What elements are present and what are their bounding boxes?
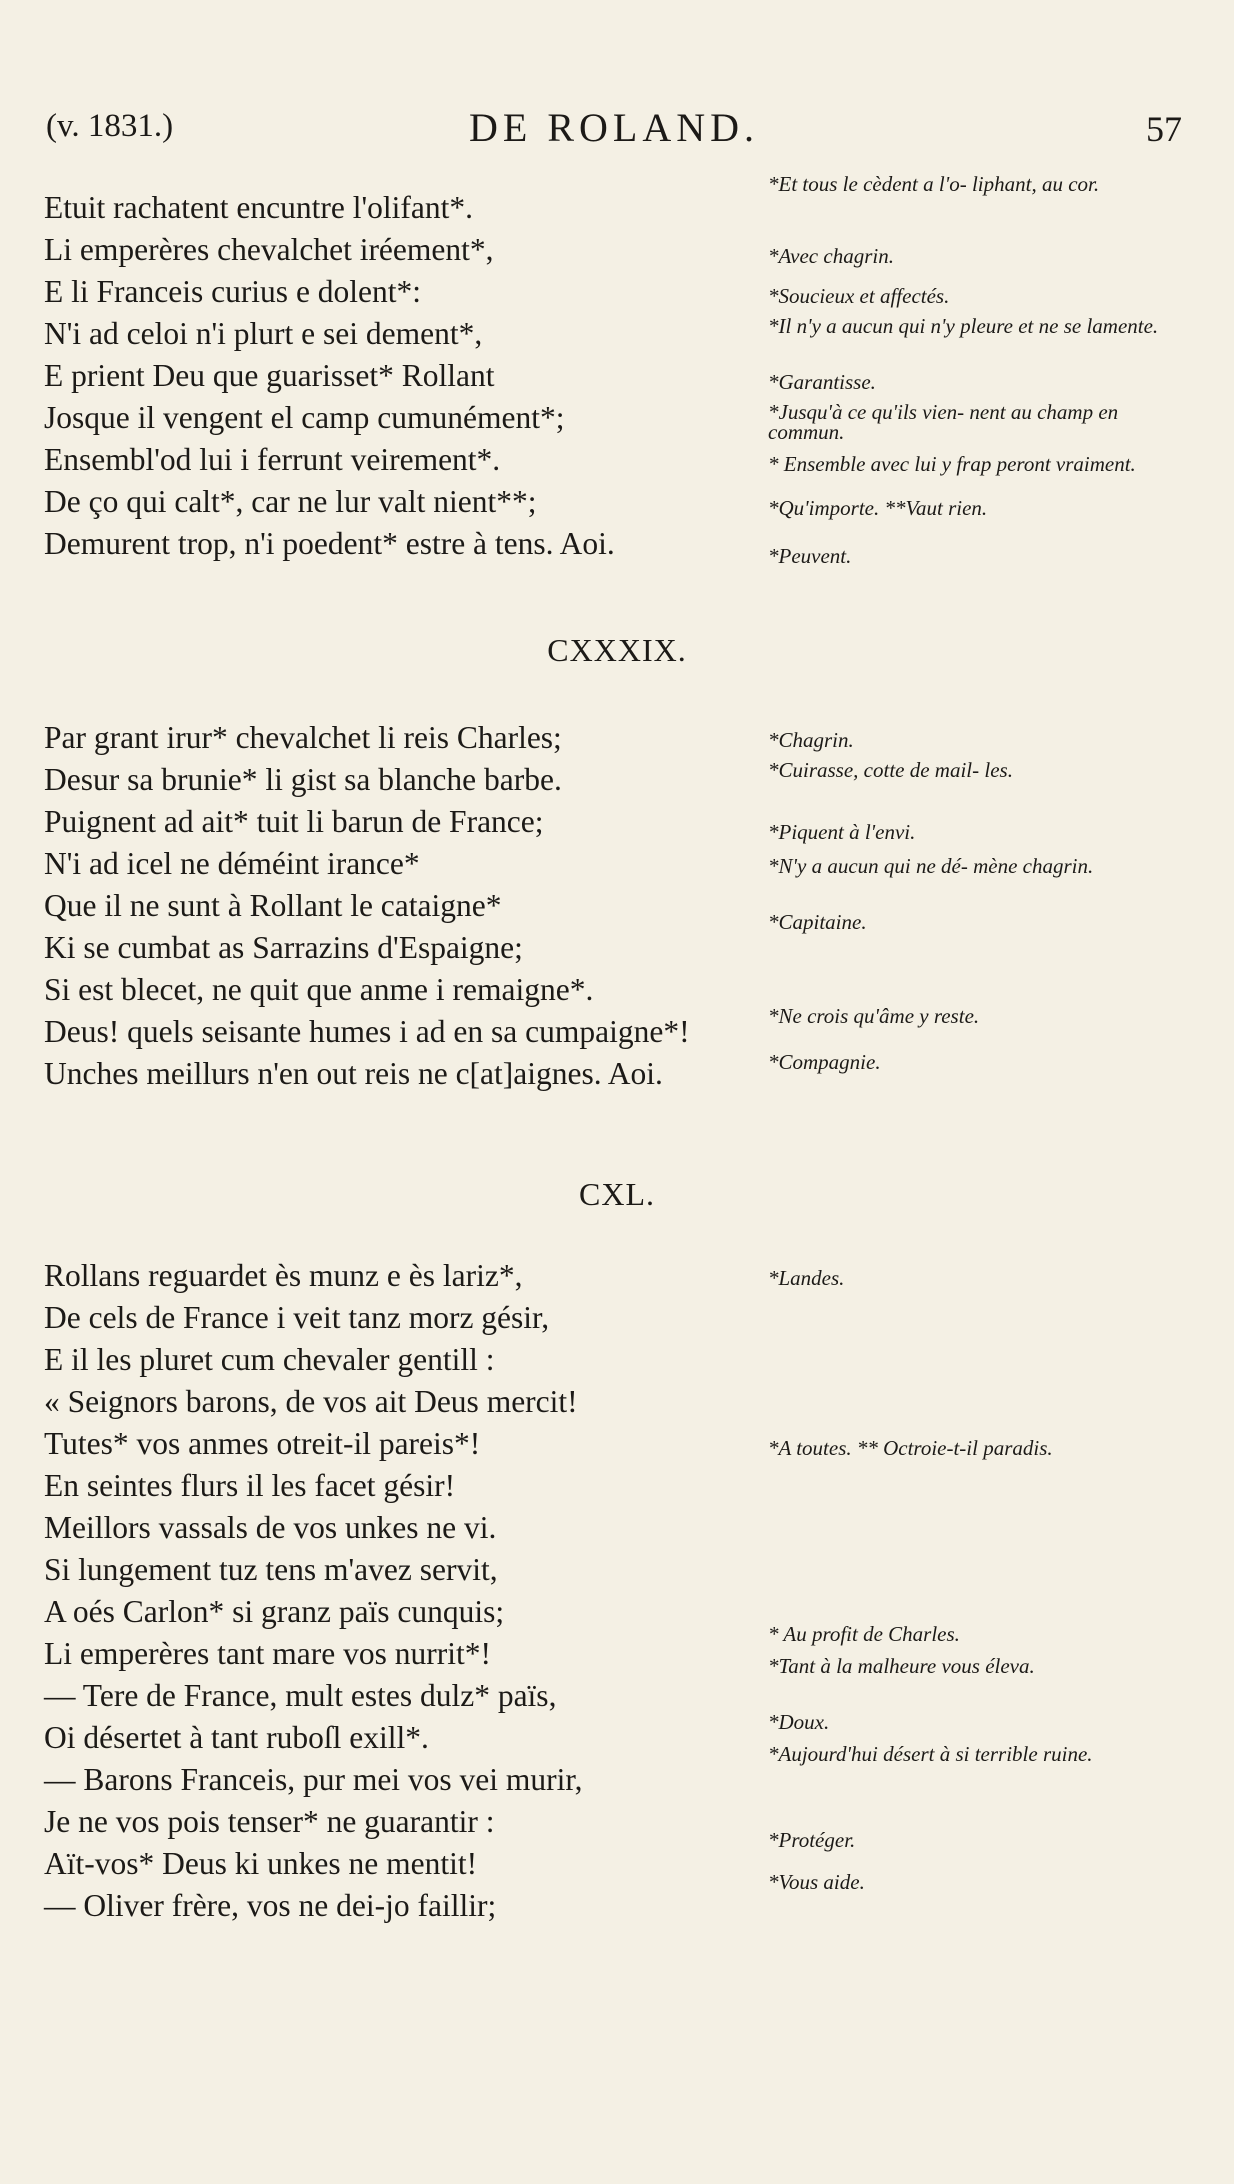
- verse-line: Desur sa brunie* li gist sa blanche barbe.: [44, 762, 562, 797]
- verse-line: N'i ad celoi n'i plurt e sei dement*,: [44, 316, 483, 351]
- gloss-note: *Avec chagrin.: [768, 244, 894, 268]
- verse-line: De cels de France i veit tanz morz gésir,: [44, 1300, 550, 1335]
- gloss-note: *Qu'importe. **Vaut rien.: [768, 496, 988, 520]
- gloss-note: *Capitaine.: [768, 910, 867, 934]
- verse-line: Que il ne sunt à Rollant le cataigne*: [44, 888, 502, 923]
- verse-line: Meillors vassals de vos unkes ne vi.: [44, 1510, 497, 1545]
- gloss-note: *Doux.: [768, 1710, 830, 1734]
- gloss-note: *Il n'y a aucun qui n'y pleure et ne se lamente.: [768, 314, 1159, 338]
- verse-line: Si lungement tuz tens m'avez servit,: [44, 1552, 498, 1587]
- running-header: [46, 105, 1182, 152]
- gloss-note: *Landes.: [768, 1266, 845, 1290]
- verse-line: Josque il vengent el camp cumunément*;: [44, 400, 565, 435]
- verse-line: Ki se cumbat as Sarrazins d'Espaigne;: [44, 930, 523, 965]
- verse-line: A oés Carlon* si granz païs cunquis;: [44, 1594, 505, 1629]
- gloss-note: *Ne crois qu'âme y reste.: [768, 1004, 980, 1028]
- section-heading: CXXXIX.: [547, 632, 687, 668]
- verse-line: — Tere de France, mult estes dulz* païs,: [44, 1678, 557, 1713]
- verse-line: Unches meillurs n'en out reis ne c[at]aignes. Aoi.: [44, 1056, 663, 1091]
- verse-line: Deus! quels seisante humes i ad en sa cumpaigne*!: [44, 1014, 690, 1049]
- gloss-note: *Peuvent.: [768, 544, 852, 568]
- verse-line: Si est blecet, ne quit que anme i remaigne*.: [44, 972, 594, 1007]
- gloss-note: *Tant à la malheure vous éleva.: [768, 1654, 1035, 1678]
- verse-line: Oi désertet à tant ruboſl exill*.: [44, 1720, 429, 1755]
- gloss-note: *Et tous le cèdent a l'o- liphant, au cor.: [768, 172, 1100, 196]
- verse-line: N'i ad icel ne déméint irance*: [44, 846, 420, 881]
- gloss-note: *Garantisse.: [768, 370, 876, 394]
- verse-line: Etuit rachatent encuntre l'olifant*.: [44, 190, 474, 225]
- verse-line: Rollans reguardet ès munz e ès lariz*,: [44, 1258, 523, 1293]
- gloss-note: *Soucieux et affectés.: [768, 284, 950, 308]
- verse-line: Aït-vos* Deus ki unkes ne mentit!: [44, 1846, 478, 1881]
- verse-line: — Oliver frère, vos ne dei-jo faillir;: [44, 1888, 497, 1923]
- verse-line: Par grant irur* chevalchet li reis Charles;: [44, 720, 562, 755]
- gloss-note: *Aujourd'hui désert à si terrible ruine.: [768, 1742, 1093, 1766]
- page-number: 57: [1146, 109, 1182, 149]
- verse-line: Je ne vos pois tenser* ne guarantir :: [44, 1804, 495, 1839]
- verse-line: — Barons Franceis, pur mei vos vei murir,: [44, 1762, 583, 1797]
- verse-line: Demurent trop, n'i poedent* estre à tens. Aoi.: [44, 526, 615, 561]
- verse-line: Puignent ad ait* tuit li barun de France;: [44, 804, 544, 839]
- verse-line: En seintes flurs il les facet gésir!: [44, 1468, 456, 1503]
- verse-line: E prient Deu que guarisset* Rollant: [44, 358, 495, 393]
- gloss-note: *Vous aide.: [768, 1870, 865, 1894]
- gloss-note: *N'y a aucun qui ne dé- mène chagrin.: [768, 854, 1094, 878]
- verse-line: Li emperères tant mare vos nurrit*!: [44, 1636, 491, 1671]
- gloss-note: * Au profit de Charles.: [768, 1622, 960, 1646]
- section-heading: CXL.: [579, 1176, 655, 1212]
- gloss-note: *Chagrin.: [768, 728, 854, 752]
- verse-line: Tutes* vos anmes otreit-il pareis*!: [44, 1426, 481, 1461]
- gloss-note: *Cuirasse, cotte de mail- les.: [768, 758, 1013, 782]
- running-title: DE ROLAND.: [469, 105, 759, 150]
- gloss-note: *A toutes. ** Octroie-t-il paradis.: [768, 1436, 1053, 1460]
- gloss-note: *Piquent à l'envi.: [768, 820, 916, 844]
- gloss-note: *Protéger.: [768, 1828, 856, 1852]
- gloss-note: *Compagnie.: [768, 1050, 881, 1074]
- verse-line: Ensembl'od lui i ferrunt veirement*.: [44, 442, 501, 477]
- verse-line: « Seignors barons, de vos ait Deus mercit!: [44, 1384, 578, 1419]
- verse-line: E il les pluret cum chevaler gentill :: [44, 1342, 495, 1377]
- gloss-note: *Jusqu'à ce qu'ils vien- nent au champ en commun.: [768, 400, 1119, 444]
- verse-reference: (v. 1831.): [46, 108, 174, 144]
- verse-line: Li emperères chevalchet iréement*,: [44, 232, 494, 267]
- verse-line: De ço qui calt*, car ne lur valt nient**;: [44, 484, 537, 519]
- gloss-note: * Ensemble avec lui y frap peront vraiment.: [768, 452, 1136, 476]
- verse-line: E li Franceis curius e dolent*:: [44, 274, 422, 309]
